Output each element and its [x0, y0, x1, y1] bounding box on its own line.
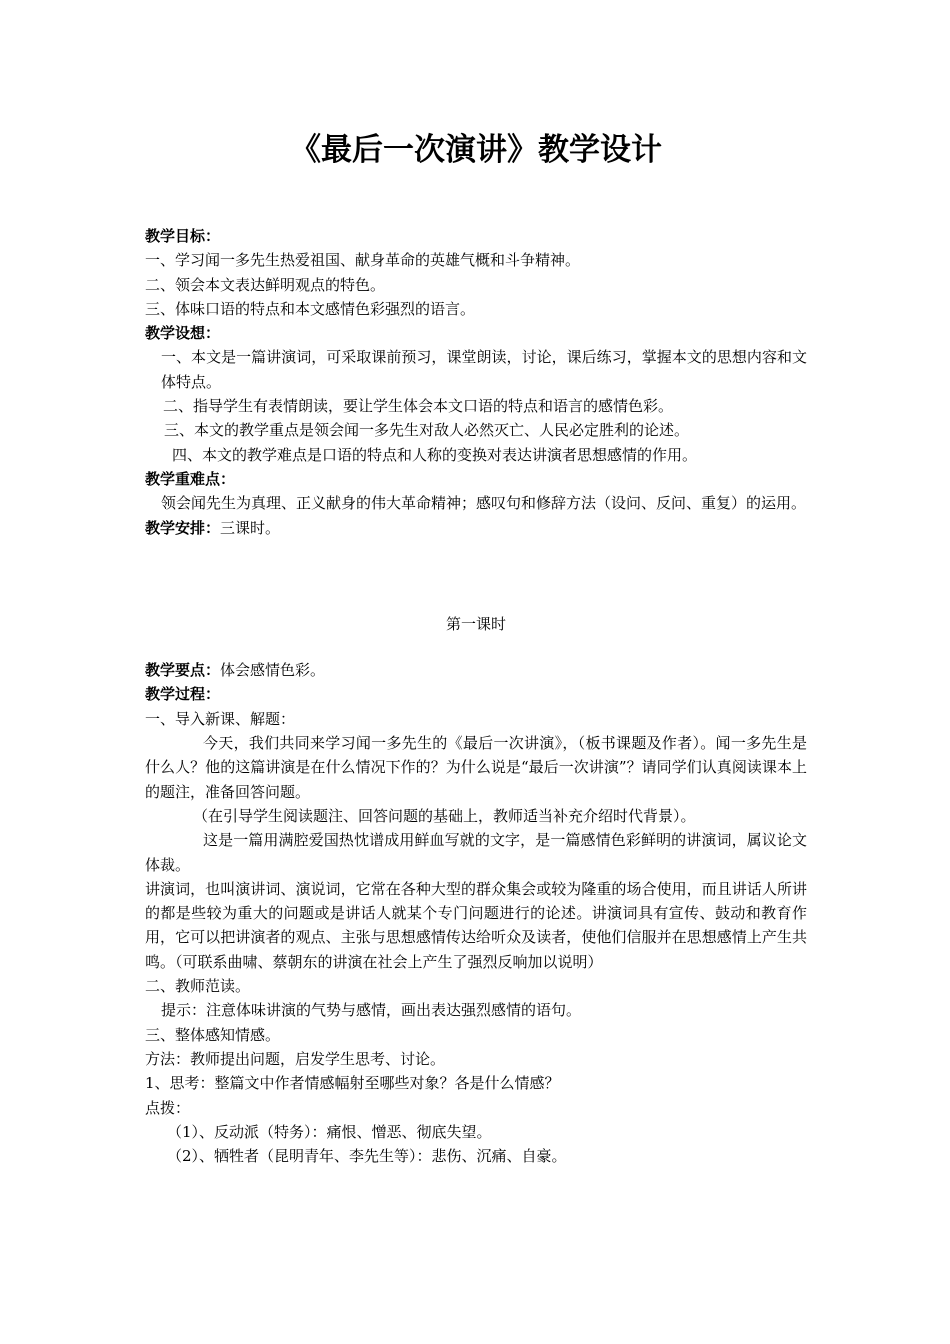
process-step: 三、整体感知情感。 — [145, 1025, 281, 1044]
process-paragraph: （在引导学生阅读题注、回答问题的基础上，教师适当补充介绍时代背景）。 — [193, 806, 696, 825]
process-hint: 点拨： — [145, 1098, 191, 1117]
process-answer: （1）、反动派（特务）：痛恨、憎恶、彻底失望。 — [167, 1122, 492, 1141]
document-title: 《最后一次演讲》教学设计 — [290, 132, 662, 168]
schedule-heading: 教学安排： — [145, 518, 221, 537]
process-question: 1、思考：整篇文中作者情感幅射至哪些对象？各是什么情感？ — [145, 1074, 560, 1093]
lesson-focus-line — [145, 658, 807, 682]
schedule-line — [145, 516, 807, 540]
idea-item: 四、本文的教学难点是口语的特点和人称的变换对表达讲演者思想感情的作用。 — [172, 445, 698, 464]
idea-item: 二、指导学生有表情朗读，要让学生体会本文口语的特点和语言的感情色彩。 — [163, 397, 674, 416]
goal-item: 一、学习闻一多先生热爱祖国、献身革命的英雄气概和斗争精神。 — [145, 251, 581, 270]
process-step: 一、导入新课、解题： — [145, 709, 296, 728]
goals-heading: 教学目标： — [145, 227, 221, 245]
goal-item: 二、领会本文表达鲜明观点的特色。 — [145, 275, 386, 294]
document-body — [145, 224, 807, 1168]
process-step: 二、教师范读。 — [145, 977, 251, 996]
goal-item: 三、体味口语的特点和本文感情色彩强烈的语言。 — [145, 299, 476, 318]
process-paragraph: 今天，我们共同来学习闻一多先生的《最后一次讲演》，（板书课题及作者）。闻一多先生是什么人？他的这篇讲演是在什么情况下作的？为什么说是“最后一次讲演”？请同学们认真阅读课本上的题注，准备回答问题。 — [145, 734, 807, 801]
idea-item: 一、本文是一篇讲演词，可采取课前预习，课堂朗读，讨论，课后练习，掌握本文的思想内容和文体特点。 — [161, 348, 807, 391]
lesson-title: 第一课时 — [445, 614, 506, 633]
process-method: 方法：教师提出问题，启发学生思考、讨论。 — [145, 1049, 446, 1068]
lesson-focus-heading: 教学要点： — [145, 661, 221, 680]
key-points-heading: 教学重难点： — [145, 469, 236, 488]
idea-item: 三、本文的教学重点是领会闻一多先生对敌人必然灭亡、人民必定胜利的论述。 — [164, 421, 690, 440]
lesson-focus-text: 体会感情色彩。 — [220, 661, 326, 680]
process-paragraph: 这是一篇用满腔爱国热忱谱成用鲜血写就的文字，是一篇感情色彩鲜明的讲演词，属议论文体裁。 — [145, 831, 807, 874]
ideas-heading: 教学设想： — [145, 324, 221, 343]
process-paragraph: 讲演词，也叫演讲词、演说词，它常在各种大型的群众集会或较为隆重的场合使用，而且讲话人所讲的都是些较为重大的问题或是讲话人就某个专门问题进行的论述。讲演词具有宣传、鼓动和教育作用，它可以把讲演者的观点、主张与思想感情传达给听众及读者，使他们信服并在思想感情上产生共鸣。（可联系曲啸、蔡朝东的讲演在社会上产生了强烈反响加以说明） — [145, 879, 807, 971]
process-heading: 教学过程： — [145, 685, 221, 704]
process-tip: 提示：注意体味讲演的气势与感情，画出表达强烈感情的语句。 — [161, 1001, 582, 1020]
key-points-text: 领会闻先生为真理、正义献身的伟大革命精神；感叹句和修辞方法（设问、反问、重复）的运用。 — [161, 494, 807, 513]
process-answer: （2）、牺牲者（昆明青年、李先生等）：悲伤、沉痛、自豪。 — [167, 1147, 567, 1166]
schedule-text: 三课时。 — [220, 518, 281, 537]
